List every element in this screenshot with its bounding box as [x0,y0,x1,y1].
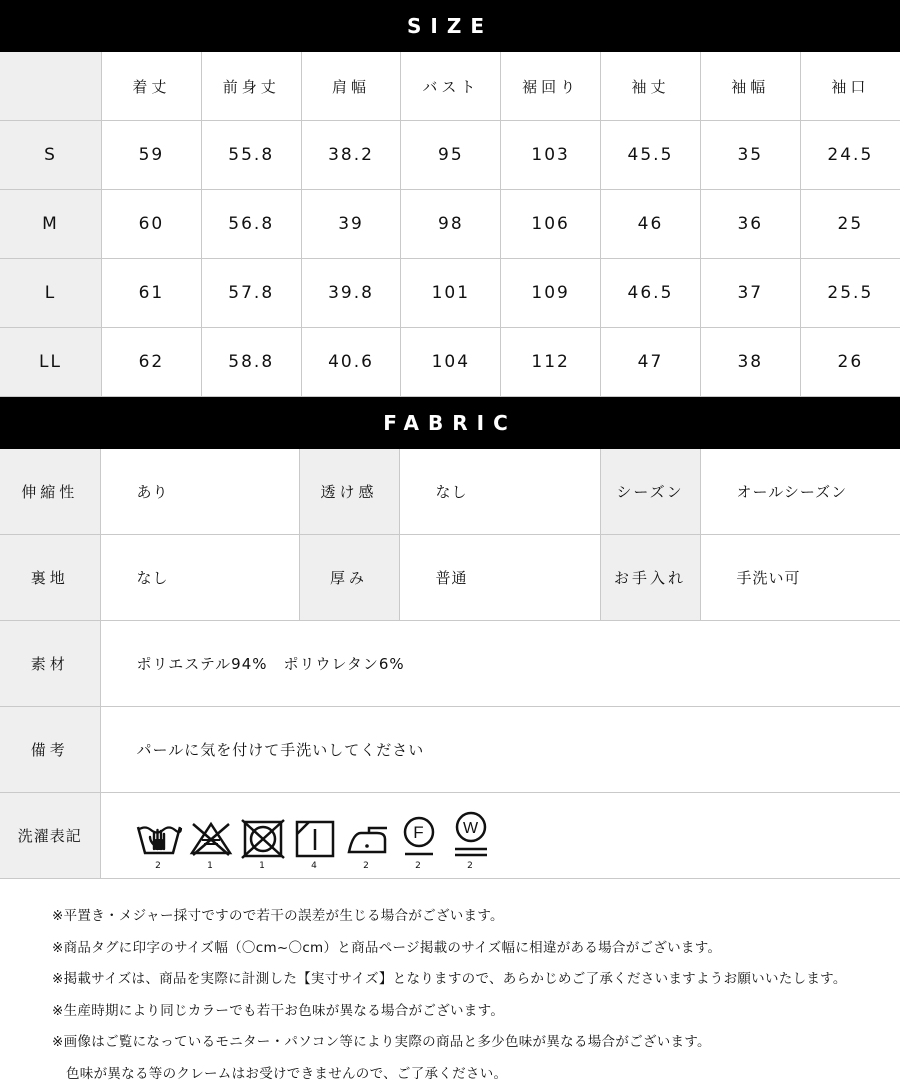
symbol-number: 2 [363,861,370,871]
symbol-number: 2 [467,861,474,871]
size-cell: 62 [102,328,202,397]
note-line: 色味が異なる等のクレームはお受けできませんので、ご了承ください。 [52,1059,900,1090]
laundry-symbols-cell [100,793,900,879]
material-label: 素材 [0,621,100,707]
size-cell: 56.8 [201,190,301,259]
size-cell: 101 [401,259,501,328]
header-shoulder: 肩幅 [301,52,401,121]
size-cell: 55.8 [201,121,301,190]
drip-dry-shade-icon [291,819,339,859]
no-tumble-dry-icon [239,819,287,859]
size-cell: 46.5 [601,259,701,328]
stretch-label: 伸縮性 [0,449,100,535]
size-header-row [0,52,900,121]
fabric-table [0,449,900,879]
fabric-row-1 [0,449,900,535]
fabric-row-laundry [0,793,900,879]
size-cell: 24.5 [800,121,900,190]
size-cell: 37 [700,259,800,328]
size-cell: 36 [700,190,800,259]
note-line: ※平置き・メジャー採寸ですので若干の誤差が生じる場合がございます。 [52,901,900,933]
no-bleach-icon [187,819,235,859]
size-cell: 38 [700,328,800,397]
dry-clean-f-icon [395,815,443,859]
material-value: ポリエステル94% ポリウレタン6% [100,621,900,707]
laundry-symbols [101,801,900,871]
laundry-label: 洗濯表記 [0,793,100,879]
size-cell: 38.2 [301,121,401,190]
thickness-value: 普通 [399,535,600,621]
size-label: L [0,259,102,328]
fabric-row-2 [0,535,900,621]
size-cell: 47 [601,328,701,397]
size-row-s [0,121,900,190]
remarks-label: 備考 [0,707,100,793]
symbol-number: 1 [207,861,214,871]
stretch-value: あり [100,449,299,535]
size-cell: 35 [700,121,800,190]
size-cell: 39 [301,190,401,259]
no-bleach-symbol [185,819,237,871]
size-row-l [0,259,900,328]
iron-low-icon [343,819,391,859]
header-length: 着丈 [102,52,202,121]
notes [0,879,900,1090]
header-cuff: 袖口 [800,52,900,121]
season-label: シーズン [600,449,700,535]
size-row-ll [0,328,900,397]
size-section-title: SIZE [0,0,900,52]
size-label: LL [0,328,102,397]
size-cell: 58.8 [201,328,301,397]
size-table [0,52,900,397]
fabric-row-remarks [0,707,900,793]
size-cell: 45.5 [601,121,701,190]
sheer-label: 透け感 [299,449,399,535]
fabric-row-material [0,621,900,707]
size-cell: 106 [501,190,601,259]
drip-dry-shade-symbol [289,819,341,871]
header-sleeve-width: 袖幅 [700,52,800,121]
size-cell: 109 [501,259,601,328]
symbol-number: 1 [259,861,266,871]
symbol-number: 2 [415,861,422,871]
header-sleeve-length: 袖丈 [601,52,701,121]
hand-wash-icon [135,819,183,859]
header-hem: 裾回り [501,52,601,121]
symbol-number: 4 [311,861,318,871]
size-cell: 103 [501,121,601,190]
size-label: S [0,121,102,190]
wet-clean-w-icon [447,811,495,859]
lining-label: 裏地 [0,535,100,621]
size-cell: 112 [501,328,601,397]
size-cell: 104 [401,328,501,397]
size-cell: 25.5 [800,259,900,328]
size-cell: 95 [401,121,501,190]
wet-clean-w-symbol [445,811,497,871]
note-line: ※画像はご覧になっているモニター・パソコン等により実際の商品と多少色味が異なる場合がございます。 [52,1027,900,1059]
symbol-number: 2 [155,861,162,871]
remarks-value: パールに気を付けて手洗いしてください [100,707,900,793]
season-value: オールシーズン [700,449,900,535]
thickness-label: 厚み [299,535,399,621]
header-front-length: 前身丈 [201,52,301,121]
svg-text:W: W [462,820,478,837]
size-cell: 39.8 [301,259,401,328]
header-bust: バスト [401,52,501,121]
lining-value: なし [100,535,299,621]
care-value: 手洗い可 [700,535,900,621]
size-cell: 61 [102,259,202,328]
size-cell: 57.8 [201,259,301,328]
size-table-corner [0,52,102,121]
iron-low-symbol [341,819,393,871]
hand-wash-symbol [133,819,185,871]
size-cell: 46 [601,190,701,259]
no-tumble-dry-symbol [237,819,289,871]
care-label: お手入れ [600,535,700,621]
note-line: ※掲載サイズは、商品を実際に計測した【実寸サイズ】となりますので、あらかじめご了承くださいますようお願いいたします。 [52,964,900,996]
size-row-m [0,190,900,259]
dry-clean-f-symbol [393,815,445,871]
size-cell: 59 [102,121,202,190]
sheer-value: なし [399,449,600,535]
size-cell: 98 [401,190,501,259]
size-cell: 26 [800,328,900,397]
size-label: M [0,190,102,259]
svg-text:F: F [413,823,424,842]
size-cell: 25 [800,190,900,259]
note-line: ※生産時期により同じカラーでも若干お色味が異なる場合がございます。 [52,996,900,1028]
size-cell: 60 [102,190,202,259]
note-line: ※商品タグに印字のサイズ幅（〇cm~〇cm）と商品ページ掲載のサイズ幅に相違がある場合がございます。 [52,933,900,965]
size-cell: 40.6 [301,328,401,397]
fabric-section-title: FABRIC [0,397,900,449]
